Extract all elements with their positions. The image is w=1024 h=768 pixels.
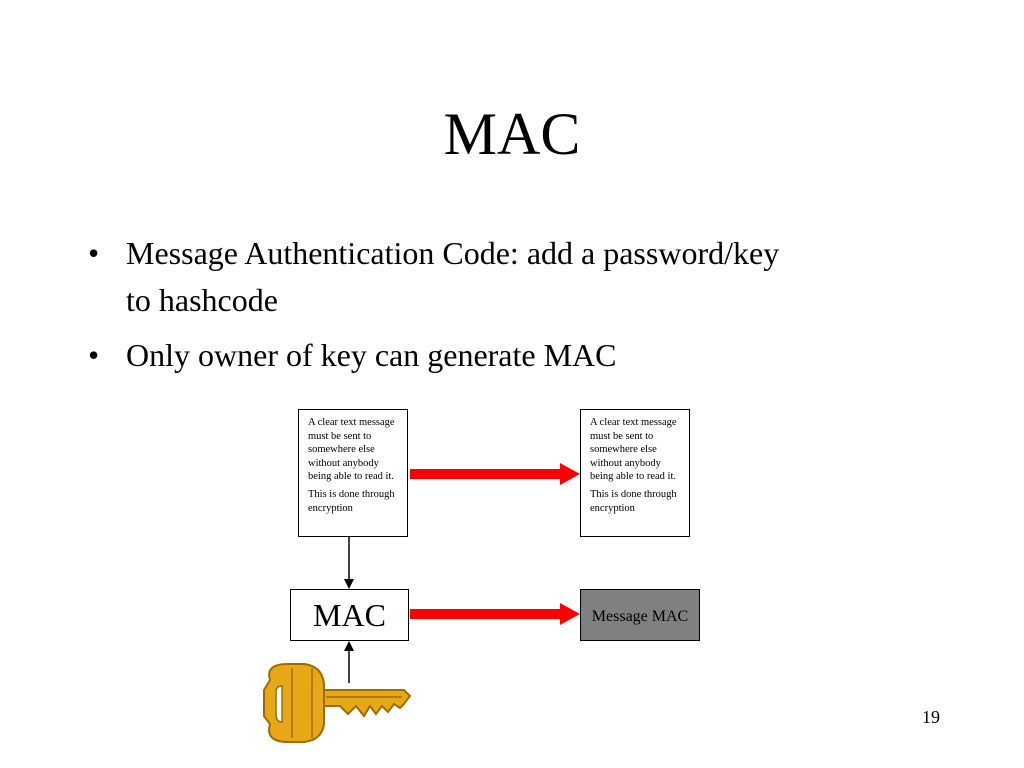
down-arrow bbox=[344, 537, 354, 589]
received-para-2: This is done through encryption bbox=[590, 488, 677, 514]
slide-title: MAC bbox=[443, 101, 581, 167]
bullet-glyph: • bbox=[88, 235, 100, 271]
bullet-text: Message Authentication Code: add a password/key to hashcode bbox=[126, 235, 780, 318]
cleartext-para-1: A clear text message must be sent to somewhere else without anybody being able to read it. bbox=[308, 417, 395, 483]
bullet-glyph: • bbox=[88, 337, 100, 373]
message-mac-box: Message MAC bbox=[580, 589, 700, 641]
red-arrow-top bbox=[410, 463, 580, 485]
page-number: 19 bbox=[922, 707, 940, 727]
up-arrow bbox=[344, 641, 354, 683]
mac-box: MAC bbox=[290, 589, 409, 641]
key-icon bbox=[264, 664, 410, 742]
red-arrow-bottom bbox=[410, 603, 580, 625]
received-para-1: A clear text message must be sent to somewhere else without anybody being able to read it. bbox=[590, 417, 677, 483]
bullet-text: Only owner of key can generate MAC bbox=[126, 337, 617, 373]
cleartext-para-2: This is done through encryption bbox=[308, 488, 395, 514]
